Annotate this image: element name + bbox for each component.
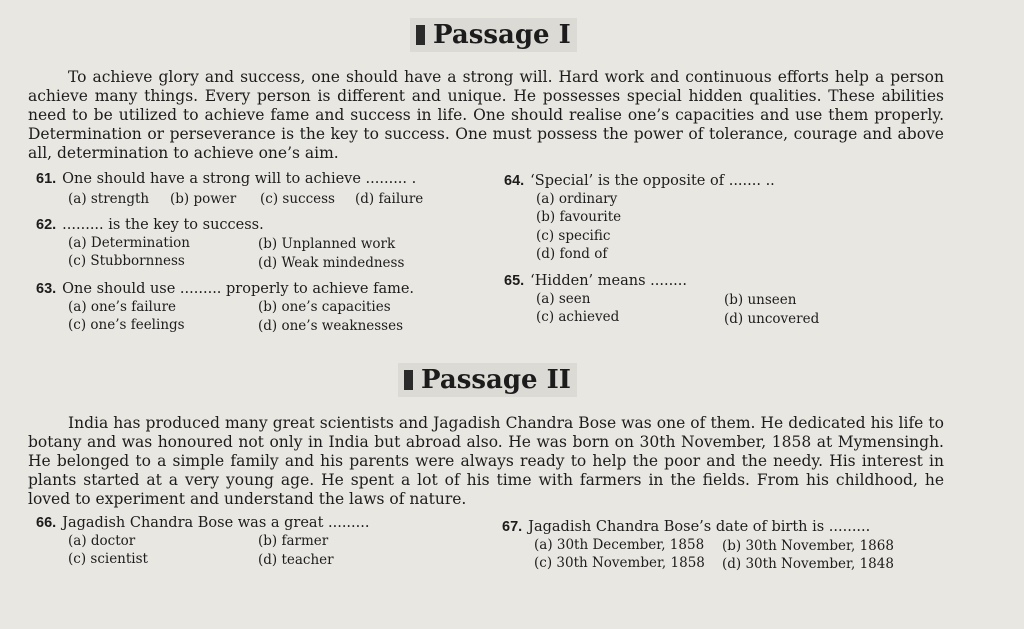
- heading-bar-icon: [416, 25, 425, 45]
- question-text: Jagadish Chandra Bose’s date of birth is .........: [528, 519, 871, 535]
- q63-option-b: (b) one’s capacities: [258, 299, 391, 315]
- q65-option-d: (d) uncovered: [724, 311, 820, 327]
- passage-2-title: Passage II: [421, 365, 571, 395]
- question-text: One should have a strong will to achieve ......... .: [62, 171, 417, 187]
- question-number: 64.: [504, 173, 525, 189]
- passage-2-paragraph: India has produced many great scientists and Jagadish Chandra Bose was one of them. He dedicated his life to botany and was honoured not only in India but abroad also. He was born on 30th November, 1858 at Mymensingh. He belonged to a simple family and his parents were always ready to help the poor and the needy. His interest in plants started at a very young age. He spent a lot of his time with farmers in the fields. From his childhood, he loved to experiment and understand the laws of nature.: [28, 414, 944, 508]
- question-66: [36, 514, 369, 532]
- question-67: [502, 518, 870, 536]
- question-61: [36, 170, 416, 188]
- question-number: 66.: [36, 515, 57, 531]
- q67-option-d: (d) 30th November, 1848: [722, 556, 894, 572]
- q66-option-c: (c) scientist: [68, 551, 148, 567]
- q67-option-b: (b) 30th November, 1868: [722, 538, 894, 554]
- q62-option-c: (c) Stubbornness: [68, 253, 185, 269]
- q62-option-a: (a) Determination: [68, 235, 190, 251]
- q65-option-c: (c) achieved: [536, 309, 620, 325]
- passage-1-paragraph: To achieve glory and success, one should have a strong will. Hard work and continuous efforts help a person achieve many things. Every person is different and unique. He possesses special hidden qualities. These abilities need to be utilized to achieve fame and success in life. One should realise one’s capacities and use them properly. Determination or perseverance is the key to success. One must possess the power of tolerance, courage and above all, determination to achieve one’s aim.: [28, 68, 944, 162]
- q67-option-c: (c) 30th November, 1858: [534, 555, 705, 571]
- question-63: [36, 280, 414, 298]
- question-text: ......... is the key to success.: [62, 217, 264, 233]
- q64-option-b: (b) favourite: [536, 209, 622, 225]
- question-text: One should use ......... properly to achieve fame.: [62, 281, 415, 297]
- passage-2-text: [28, 414, 944, 509]
- question-65: [504, 272, 687, 290]
- question-number: 65.: [504, 273, 525, 289]
- q63-option-d: (d) one’s weaknesses: [258, 318, 404, 334]
- q64-option-d: (d) fond of: [536, 246, 608, 262]
- question-text: ‘Special’ is the opposite of ....... ..: [530, 173, 775, 189]
- q64-option-a: (a) ordinary: [536, 191, 618, 207]
- question-number: 67.: [502, 519, 523, 535]
- heading-bar-icon: [404, 370, 413, 390]
- q61-option-c: (c) success: [260, 191, 335, 207]
- q66-option-b: (b) farmer: [258, 533, 329, 549]
- q67-option-a: (a) 30th December, 1858: [534, 537, 705, 553]
- q63-option-a: (a) one’s failure: [68, 299, 177, 315]
- q62-option-b: (b) Unplanned work: [258, 236, 396, 252]
- q63-option-c: (c) one’s feelings: [68, 317, 185, 333]
- q65-option-a: (a) seen: [536, 291, 591, 307]
- question-number: 61.: [36, 171, 57, 187]
- q66-option-d: (d) teacher: [258, 552, 334, 568]
- passage-1-heading: [410, 18, 577, 52]
- question-text: Jagadish Chandra Bose was a great .........: [62, 515, 370, 531]
- question-64: [504, 172, 775, 190]
- passage-2-heading: [398, 363, 577, 397]
- q64-option-c: (c) specific: [536, 228, 611, 244]
- q65-option-b: (b) unseen: [724, 292, 797, 308]
- q61-option-a: (a) strength: [68, 191, 150, 207]
- passage-1-title: Passage I: [433, 20, 571, 50]
- question-number: 63.: [36, 281, 57, 297]
- q66-option-a: (a) doctor: [68, 533, 136, 549]
- question-62: [36, 216, 264, 234]
- q62-option-d: (d) Weak mindedness: [258, 255, 405, 271]
- q61-option-d: (d) failure: [355, 191, 424, 207]
- q61-option-b: (b) power: [170, 191, 237, 207]
- passage-1-text: [28, 68, 944, 163]
- question-text: ‘Hidden’ means ........: [530, 273, 688, 289]
- question-number: 62.: [36, 217, 57, 233]
